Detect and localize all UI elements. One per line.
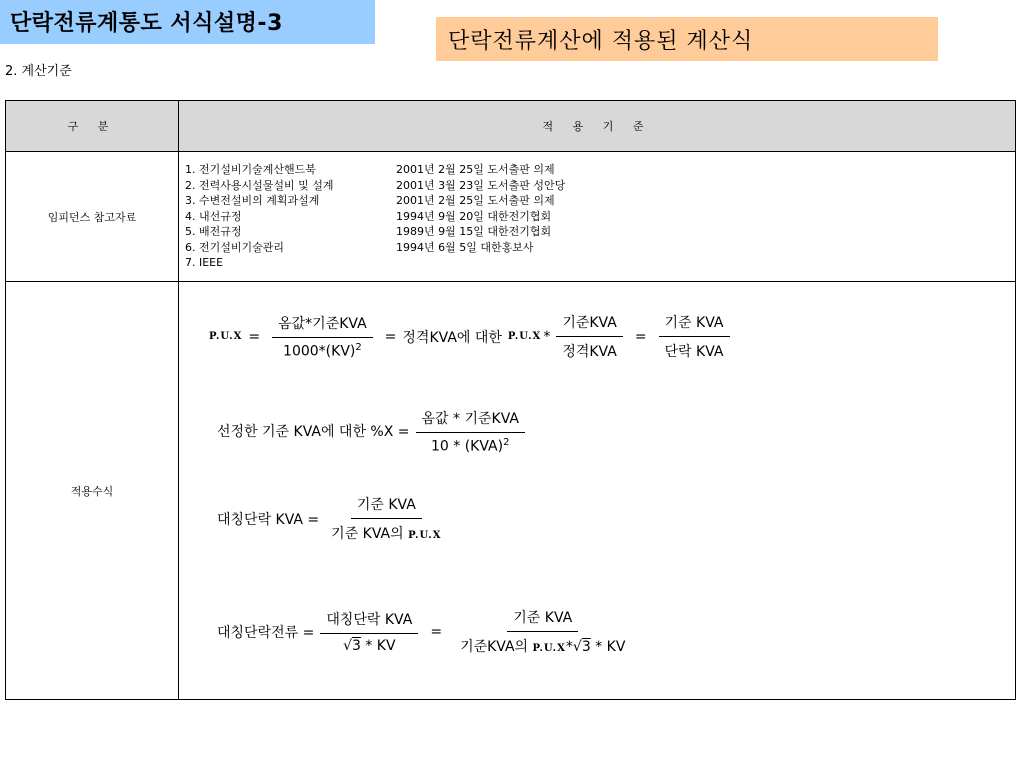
reference-publication: 2001년 3월 23일 도서출판 성안당 (396, 178, 566, 192)
multiply-sign: * (543, 328, 551, 345)
numerator: 기준 KVA (659, 312, 730, 337)
pux-symbol: P.U.X (408, 530, 442, 541)
fraction (556, 312, 623, 361)
sqrt-symbol: √ (343, 638, 352, 654)
col-header-category: 구 분 (6, 101, 179, 152)
equals-sign: = (248, 328, 261, 345)
reference-publication: 1989년 9월 15일 대한전기협회 (396, 225, 552, 239)
equals-sign: = (430, 623, 443, 640)
denominator-text: * KV (360, 638, 396, 654)
list-item (185, 224, 1009, 240)
denominator (425, 433, 515, 455)
table-row (6, 152, 1016, 282)
formula-percent-x (217, 408, 531, 455)
list-item (185, 255, 1009, 271)
exponent: 2 (355, 342, 362, 354)
reference-title: 4. 내선규정 (185, 209, 242, 223)
table-header-row (6, 101, 1016, 152)
pux-symbol: P.U.X (532, 643, 566, 654)
numerator: 옴값*기준KVA (272, 313, 373, 338)
fraction (659, 312, 730, 361)
denominator: 단락 KVA (664, 344, 724, 360)
reference-list (179, 152, 1016, 282)
formula-text: 대칭단락 KVA = (217, 511, 320, 528)
reference-publication: 2001년 2월 25일 도서출판 의제 (396, 194, 555, 208)
sqrt-symbol: √ (572, 639, 582, 655)
denominator (454, 632, 631, 656)
list-item (185, 209, 1009, 225)
equals-sign: = (634, 328, 647, 345)
table-row (6, 282, 1016, 700)
formula-symmetric-kva (217, 494, 453, 543)
pux-symbol: P.U.X (507, 331, 542, 342)
reference-title: 5. 배전규정 (185, 225, 242, 239)
list-item (185, 162, 1009, 178)
reference-publication: 2001년 2월 25일 도서출판 의제 (396, 163, 555, 177)
section-title: 2. 계산기준 (5, 64, 72, 79)
reference-title: 1. 전기설비기술계산핸드북 (185, 163, 316, 177)
reference-title: 3. 수변전설비의 계획과설계 (185, 194, 320, 208)
fraction (320, 609, 418, 654)
fraction (325, 494, 447, 543)
formula-callout: 단락전류계산에 적용된 계산식 (436, 17, 938, 61)
reference-title: 6. 전기설비기술관리 (185, 240, 284, 254)
list-item (185, 178, 1009, 194)
denominator (277, 338, 368, 360)
reference-title: 2. 전력사용시설물설비 및 설계 (185, 178, 334, 192)
col-header-criteria: 적 용 기 준 (179, 101, 1016, 152)
numerator: 대칭단락 KVA (320, 609, 418, 634)
radicand: 3 (581, 639, 591, 655)
denominator-text: 10 * (KVA) (431, 438, 504, 455)
pux-symbol: P.U.X (209, 331, 243, 342)
denominator (337, 634, 402, 654)
page-title: 단락전류계통도 서식설명-3 (0, 0, 375, 44)
denominator: 정격KVA (562, 344, 617, 360)
formula-cell (179, 282, 1016, 700)
exponent: 2 (503, 437, 510, 448)
formula-text: 선정한 기준 KVA에 대한 %X = (217, 424, 410, 441)
numerator: 기준 KVA (351, 494, 422, 519)
denominator (325, 519, 447, 543)
numerator: 옴값 * 기준KVA (416, 408, 525, 433)
multiply-sign: * (565, 639, 573, 655)
list-item (185, 193, 1009, 209)
fraction (454, 607, 631, 656)
fraction (416, 408, 525, 455)
formula-symmetric-current (217, 607, 637, 656)
criteria-table (5, 100, 1016, 700)
equals-sign: = (384, 328, 397, 345)
reference-publication: 1994년 9월 20일 대한전기협회 (396, 209, 552, 223)
row-label-formulas: 적용수식 (6, 282, 179, 700)
reference-title: 7. IEEE (185, 256, 224, 270)
row-label-impedance: 임피던스 참고자료 (6, 152, 179, 282)
fraction (272, 313, 373, 360)
numerator: 기준KVA (556, 312, 623, 337)
denominator-text: * KV (590, 639, 626, 655)
denominator-text: 기준KVA의 (460, 639, 529, 655)
denominator-text: 기준 KVA의 (331, 526, 404, 542)
list-item (185, 240, 1009, 256)
radicand: 3 (351, 638, 361, 654)
reference-publication: 1994년 6월 5일 대한홍보사 (396, 240, 534, 254)
formula-text: 정격KVA에 대한 (402, 329, 502, 346)
denominator-text: 1000*(KV) (283, 343, 356, 360)
formula-pu-x (209, 312, 736, 361)
formula-text: 대칭단락전류 = (217, 624, 315, 641)
numerator: 기준 KVA (507, 607, 578, 632)
